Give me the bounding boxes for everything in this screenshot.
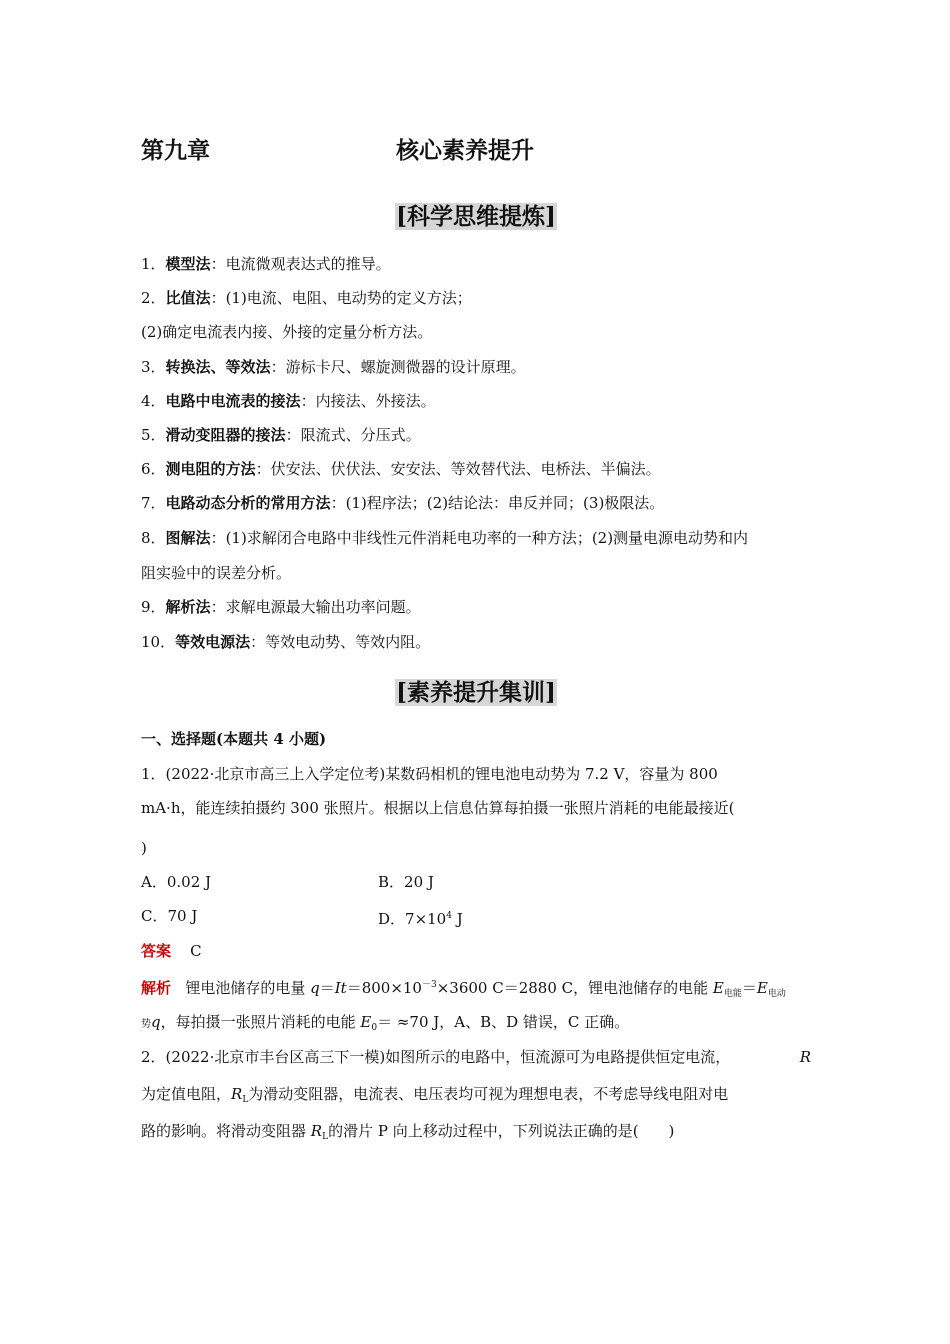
method-item: 9．解析法：求解电源最大输出功率问题。 bbox=[141, 598, 421, 616]
method-item: 10．等效电源法：等效电动势、等效内阻。 bbox=[141, 633, 431, 651]
method-item: 4．电路中电流表的接法：内接法、外接法。 bbox=[141, 392, 436, 410]
option-c: C．70 J bbox=[141, 907, 198, 925]
method-item: 3．转换法、等效法：游标卡尺、螺旋测微器的设计原理。 bbox=[141, 358, 526, 376]
option-d: D．$7\times 10^4$ J bbox=[378, 910, 463, 928]
q2-line-3: 路的影响。将滑动变阻器 $R_L$的滑片 P 向上移动过程中，下列说法正确的是( ) bbox=[141, 1122, 675, 1142]
method-item: (2)确定电流表内接、外接的定量分析方法。 bbox=[141, 323, 433, 341]
chapter-title: 核心素养提升 bbox=[396, 137, 534, 164]
method-item: 7．电路动态分析的常用方法：(1)程序法；(2)结论法：串反并同；(3)极限法。 bbox=[141, 494, 665, 512]
q1-line-2: mA·h，能连续拍摄约 300 张照片。根据以上信息估算每拍摄一张照片消耗的电能最接近( bbox=[141, 799, 735, 817]
section-title-training: [素养提升集训] bbox=[396, 679, 556, 706]
method-item: 1．模型法：电流微观表达式的推导。 bbox=[141, 255, 391, 273]
q2-line-2: 为定值电阻，$R_L$为滑动变阻器，电流表、电压表均可视为理想电表，不考虑导线电阻对电 bbox=[141, 1085, 729, 1105]
chapter-header bbox=[141, 132, 811, 168]
answer-value: C bbox=[190, 942, 202, 960]
method-item: 2．比值法：(1)电流、电阻、电动势的定义方法； bbox=[141, 289, 472, 307]
q1-answer bbox=[141, 941, 811, 961]
q2-line-1: 2．(2022·北京市丰台区高三下一模)如图所示的电路中，恒流源可为电路提供恒定电流， R bbox=[141, 1048, 811, 1066]
q1-options-row-2 bbox=[141, 906, 811, 926]
q1-line-1: 1．(2022·北京市高三上入学定位考)某数码相机的锂电池电动势为 7.2 V，容量为 800 bbox=[141, 765, 718, 783]
part-label: 一、选择题(本题共 4 小题) bbox=[141, 730, 327, 748]
option-b: B．20 J bbox=[378, 873, 434, 891]
option-a: A．0.02 J bbox=[141, 873, 212, 891]
answer-label: 答案 bbox=[141, 942, 172, 960]
method-item: 8．图解法：(1)求解闭合电路中非线性元件消耗电功率的一种方法；(2)测量电源电动势和内 bbox=[141, 529, 749, 547]
section-title-thinking: [科学思维提炼] bbox=[396, 203, 556, 230]
chapter-number: 第九章 bbox=[141, 137, 210, 164]
analysis-label: 解析 bbox=[141, 979, 172, 997]
q1-options-row-1 bbox=[141, 872, 811, 892]
method-item: 5．滑动变阻器的接法：限流式、分压式。 bbox=[141, 426, 421, 444]
q1-analysis-line-2: 势q，每拍摄一张照片消耗的电能 $E_0= \approx 70$ J，A、B、D 错误，C 正确。 bbox=[141, 1013, 630, 1033]
method-item: 6．测电阻的方法：伏安法、伏伏法、安安法、等效替代法、电桥法、半偏法。 bbox=[141, 460, 661, 478]
q1-analysis-line-1: 解析 锂电池储存的电量 $q=It=800\times 10^{-3}\times 3600$ C＝2880 C，锂电池储存的电能 $E_{电能}=E_{电动}$ bbox=[141, 979, 786, 999]
q1-line-3: ) bbox=[141, 839, 147, 857]
method-item: 阻实验中的误差分析。 bbox=[141, 564, 292, 582]
